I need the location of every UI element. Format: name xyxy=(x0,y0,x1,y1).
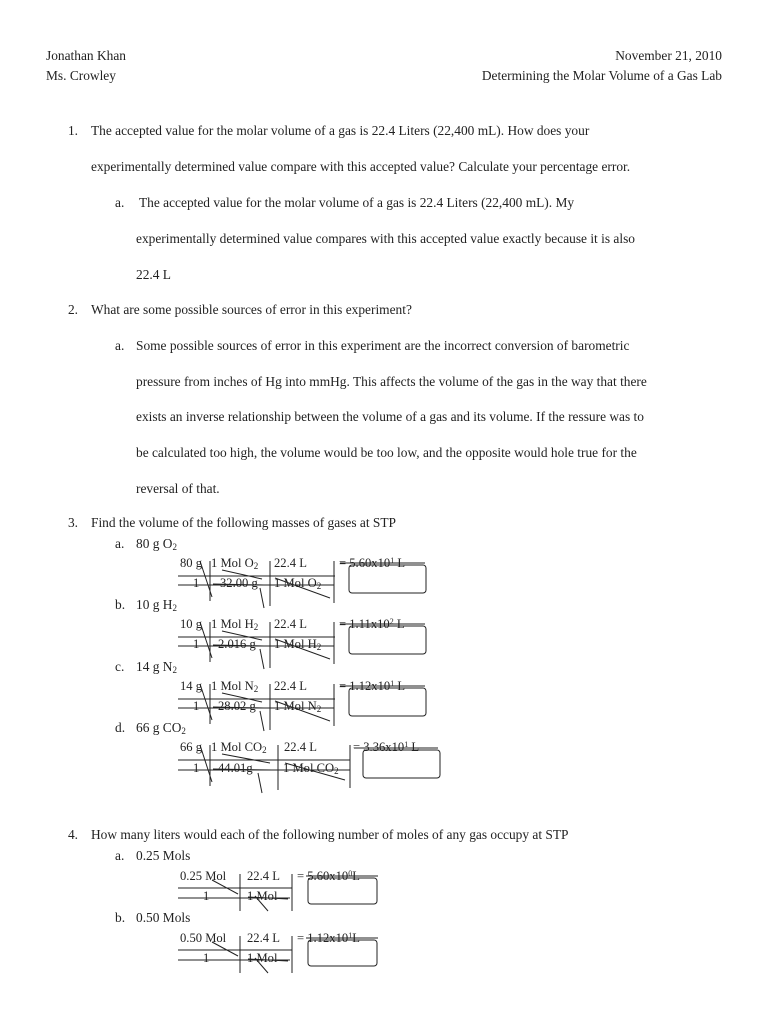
answer-label: a. xyxy=(115,338,125,353)
student-name: Jonathan Khan xyxy=(46,48,126,63)
numerator: 80 g xyxy=(180,556,203,570)
result: = $5.60x10^0L$ xyxy=(297,869,360,883)
numerator: 1 Mol $N_2$ xyxy=(211,679,259,694)
item-label: b. xyxy=(115,910,126,925)
question-text: experimentally determined value compare with this accepted value? Calculate your percentage error. xyxy=(91,159,631,174)
question-number: 3. xyxy=(67,515,78,530)
denominator: 1 Mol xyxy=(247,889,278,903)
denominator: 1 xyxy=(203,889,210,903)
denominator: 1 xyxy=(193,761,200,775)
result: = $3.36x10^1$ L xyxy=(353,740,420,754)
denominator: 1 xyxy=(193,699,200,713)
numerator: 22.4 L xyxy=(247,931,280,945)
answer-text: exists an inverse relationship between the volume of a gas and its volume. If the ressure was to xyxy=(136,409,644,424)
numerator: 66 g xyxy=(180,740,203,754)
denominator: 1 xyxy=(193,637,200,651)
question-text: Find the volume of the following masses of gases at STP xyxy=(91,515,396,530)
denominator: 44.01g xyxy=(218,761,253,775)
numerator: 1 Mol $O_2$ xyxy=(211,556,259,571)
denominator: 1 Mol $H_2$ xyxy=(274,637,322,652)
numerator: 10 g xyxy=(180,617,203,631)
denominator: 32.00 g xyxy=(220,576,258,590)
question-text: What are some possible sources of error in this experiment? xyxy=(91,302,412,317)
numerator: 22.4 L xyxy=(274,679,307,693)
item-label: a. xyxy=(115,848,125,863)
item-label: a. xyxy=(115,536,125,551)
denominator: 2.016 g xyxy=(218,637,256,651)
numerator: 0.25 Mol xyxy=(180,869,227,883)
lab-title: Determining the Molar Volume of a Gas Lab xyxy=(481,68,722,83)
given-quantity: 66 g $CO_2$ xyxy=(136,720,186,736)
given-quantity: 14 g $N_2$ xyxy=(136,659,177,675)
denominator: 28.02 g xyxy=(218,699,256,713)
question-text: The accepted value for the molar volume of a gas is 22.4 Liters (22,400 mL). How does your xyxy=(91,123,590,138)
denominator: 1 Mol xyxy=(247,951,278,965)
answer-text: 22.4 L xyxy=(136,267,171,282)
answer-text: experimentally determined value compares with this accepted value exactly because it is also xyxy=(136,231,635,246)
numerator: 22.4 L xyxy=(247,869,280,883)
item-label: b. xyxy=(115,597,126,612)
denominator: 1 Mol $CO_2$ xyxy=(283,761,339,776)
result: = $1.12x10^1$ L xyxy=(339,679,406,693)
denominator: 1 xyxy=(203,951,210,965)
denominator: 1 xyxy=(193,576,200,590)
given-quantity: 0.50 Mols xyxy=(136,910,191,925)
given-quantity: 0.25 Mols xyxy=(136,848,191,863)
answer-label: a. xyxy=(115,195,125,210)
numerator: 22.4 L xyxy=(284,740,317,754)
result: = $5.60x10^1$ L xyxy=(339,556,406,570)
answer-text: reversal of that. xyxy=(136,481,220,496)
result: = $1.12x10^1L$ xyxy=(297,931,360,945)
item-label: d. xyxy=(115,720,126,735)
numerator: 0.50 Mol xyxy=(180,931,227,945)
numerator: 1 Mol $CO_2$ xyxy=(211,740,267,755)
answer-text: The accepted value for the molar volume of a gas is 22.4 Liters (22,400 mL). My xyxy=(139,195,575,210)
answer-text: be calculated too high, the volume would be too low, and the opposite would hole true for the xyxy=(136,445,637,460)
item-label: c. xyxy=(115,659,125,674)
numerator: 1 Mol $H_2$ xyxy=(211,617,259,632)
answer-text: Some possible sources of error in this experiment are the incorrect conversion of barometric xyxy=(136,338,630,353)
question-number: 1. xyxy=(67,123,78,138)
denominator: 1 Mol $O_2$ xyxy=(274,576,322,591)
numerator: 22.4 L xyxy=(274,617,307,631)
question-number: 2. xyxy=(67,302,78,317)
numerator: 14 g xyxy=(180,679,203,693)
result: = $1.11x10^2$ L xyxy=(339,617,405,631)
teacher-name: Ms. Crowley xyxy=(46,68,116,83)
answer-text: pressure from inches of Hg into mmHg. This affects the volume of the gas in the way that there xyxy=(136,374,647,389)
numerator: 22.4 L xyxy=(274,556,307,570)
question-text: How many liters would each of the following number of moles of any gas occupy at STP xyxy=(91,827,569,842)
denominator: 1 Mol $N_2$ xyxy=(274,699,322,714)
given-quantity: 10 g $H_2$ xyxy=(136,597,177,613)
question-number: 4. xyxy=(67,827,78,842)
date: November 21, 2010 xyxy=(615,48,722,63)
given-quantity: 80 g $O_2$ xyxy=(136,536,177,552)
